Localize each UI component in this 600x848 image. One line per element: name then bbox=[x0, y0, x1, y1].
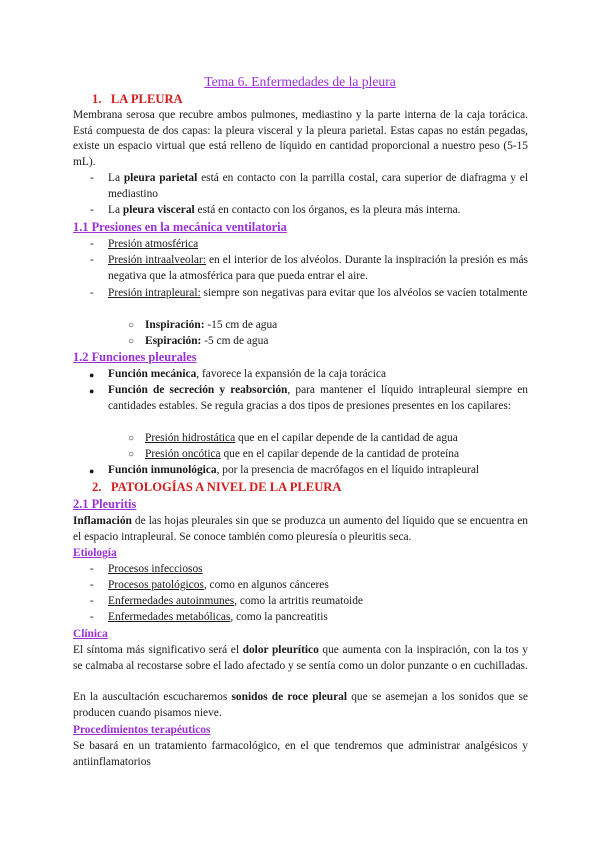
dash-marker: - bbox=[90, 238, 94, 250]
sub-item-inspiracion: Inspiración: -15 cm de agua bbox=[145, 319, 278, 331]
section-1-number: 1. bbox=[92, 92, 102, 106]
bullet-marker: ● bbox=[89, 466, 95, 476]
dash-marker: - bbox=[90, 579, 94, 591]
procedimientos-heading: Procedimientos terapéuticos bbox=[73, 724, 211, 736]
list-item-funcion-mecanica: Función mecánica, favorece la expansión de la caja torácica bbox=[108, 368, 387, 380]
dash-marker: - bbox=[90, 204, 94, 216]
circle-marker: ○ bbox=[128, 320, 135, 331]
list-item-presion-intraalveolar: Presión intraalveolar: en el interior de los alvéolos. Durante la inspiración la presión es más negativa que la atmosférica para que pueda entrar el aire. bbox=[108, 254, 528, 282]
dash-marker: - bbox=[90, 172, 94, 184]
section-1-title: LA PLEURA bbox=[110, 92, 183, 106]
dash-marker: - bbox=[90, 563, 94, 575]
sub-item-presion-hidrostatica: Presión hidrostática que en el capilar depende de la cantidad de agua bbox=[145, 432, 458, 444]
dash-marker: - bbox=[90, 254, 94, 266]
circle-marker: ○ bbox=[128, 336, 135, 347]
list-item-enfermedades-metabolicas: Enfermedades metabólicas, como la pancreatitis bbox=[108, 611, 328, 623]
dash-marker: - bbox=[90, 611, 94, 623]
sub-item-presion-oncotica: Presión oncótica que en el capilar depende de la cantidad de proteína bbox=[145, 448, 460, 460]
list-item-presion-atmosferica: Presión atmosférica bbox=[108, 238, 199, 250]
circle-marker: ○ bbox=[128, 433, 135, 444]
dash-marker: - bbox=[90, 287, 94, 299]
sub-item-espiracion: Espiración: -5 cm de agua bbox=[145, 335, 269, 347]
section-2-title: PATOLOGÍAS A NIVEL DE LA PLEURA bbox=[110, 480, 342, 494]
list-item-enfermedades-autoinmunes: Enfermedades autoinmunes, como la artritis reumatoide bbox=[108, 595, 363, 607]
section-1-intro: Membrana serosa que recubre ambos pulmones, mediastino y la parte interna de la caja torácica. Está compuesta de dos capas: la pleura visceral y la pleura parietal. Estas capas no están pegadas, existe un espacio virtual que está relleno de líquido en cantidad proporcional a nuestro peso (5-15 mL). bbox=[73, 109, 528, 168]
section-2-heading bbox=[92, 480, 342, 496]
list-item-funcion-secrecion: Función de secreción y reabsorción, para mantener el líquido intrapleural siempre en cantidades estables. Se regula gracias a dos tipos de presiones presentes en los capilares: bbox=[108, 384, 528, 412]
document-title: Tema 6. Enfermedades de la pleura bbox=[204, 74, 396, 89]
list-item-pleura-parietal: La pleura parietal está en contacto con la parrilla costal, cara superior de diafragma y el mediastino bbox=[108, 172, 528, 200]
section-1-1-heading: 1.1 Presiones en la mecánica ventilatoria bbox=[73, 220, 287, 234]
etiologia-heading: Etiología bbox=[73, 547, 117, 559]
section-1-2-heading: 1.2 Funciones pleurales bbox=[73, 350, 197, 364]
section-1-heading bbox=[92, 92, 183, 108]
clinica-heading: Clínica bbox=[73, 628, 108, 640]
section-2-number: 2. bbox=[92, 480, 102, 494]
list-item-pleura-visceral: La pleura visceral está en contacto con los órganos, es la pleura más interna. bbox=[108, 204, 461, 216]
section-2-1-heading: 2.1 Pleuritis bbox=[73, 497, 137, 511]
list-item-presion-intrapleural: Presión intrapleural: siempre son negativas para evitar que los alvéolos se vacíen totalmente bbox=[108, 287, 528, 299]
circle-marker: ○ bbox=[128, 449, 135, 460]
dash-marker: - bbox=[90, 595, 94, 607]
bullet-marker: ● bbox=[89, 370, 95, 380]
pleuritis-intro: Inflamación de las hojas pleurales sin que se produzca un aumento del líquido que se encuentra en el espacio intrapleural. Se conoce también como pleuresía o pleuritis seca. bbox=[73, 515, 528, 543]
clinica-paragraph-2: En la auscultación escucharemos sonidos de roce pleural que se asemejan a los sonidos que se producen cuando pisamos nieve. bbox=[73, 691, 528, 719]
procedimientos-paragraph: Se basará en un tratamiento farmacológico, en el que tendremos que administrar analgésicos y antiinflamatorios bbox=[73, 740, 528, 768]
clinica-paragraph-1: El síntoma más significativo será el dolor pleurítico que aumenta con la inspiración, con la tos y se calmaba al recostarse sobre el lado afectado y se sentía como un dolor punzante o en cuchilladas. bbox=[73, 644, 528, 672]
list-item-funcion-inmunologica: Función inmunológica, por la presencia de macrófagos en el líquido intrapleural bbox=[108, 464, 480, 476]
bullet-marker: ● bbox=[89, 386, 95, 396]
list-item-procesos-patologicos: Procesos patológicos, como en algunos cánceres bbox=[108, 579, 329, 591]
list-item-procesos-infecciosos: Procesos infecciosos bbox=[108, 563, 203, 575]
